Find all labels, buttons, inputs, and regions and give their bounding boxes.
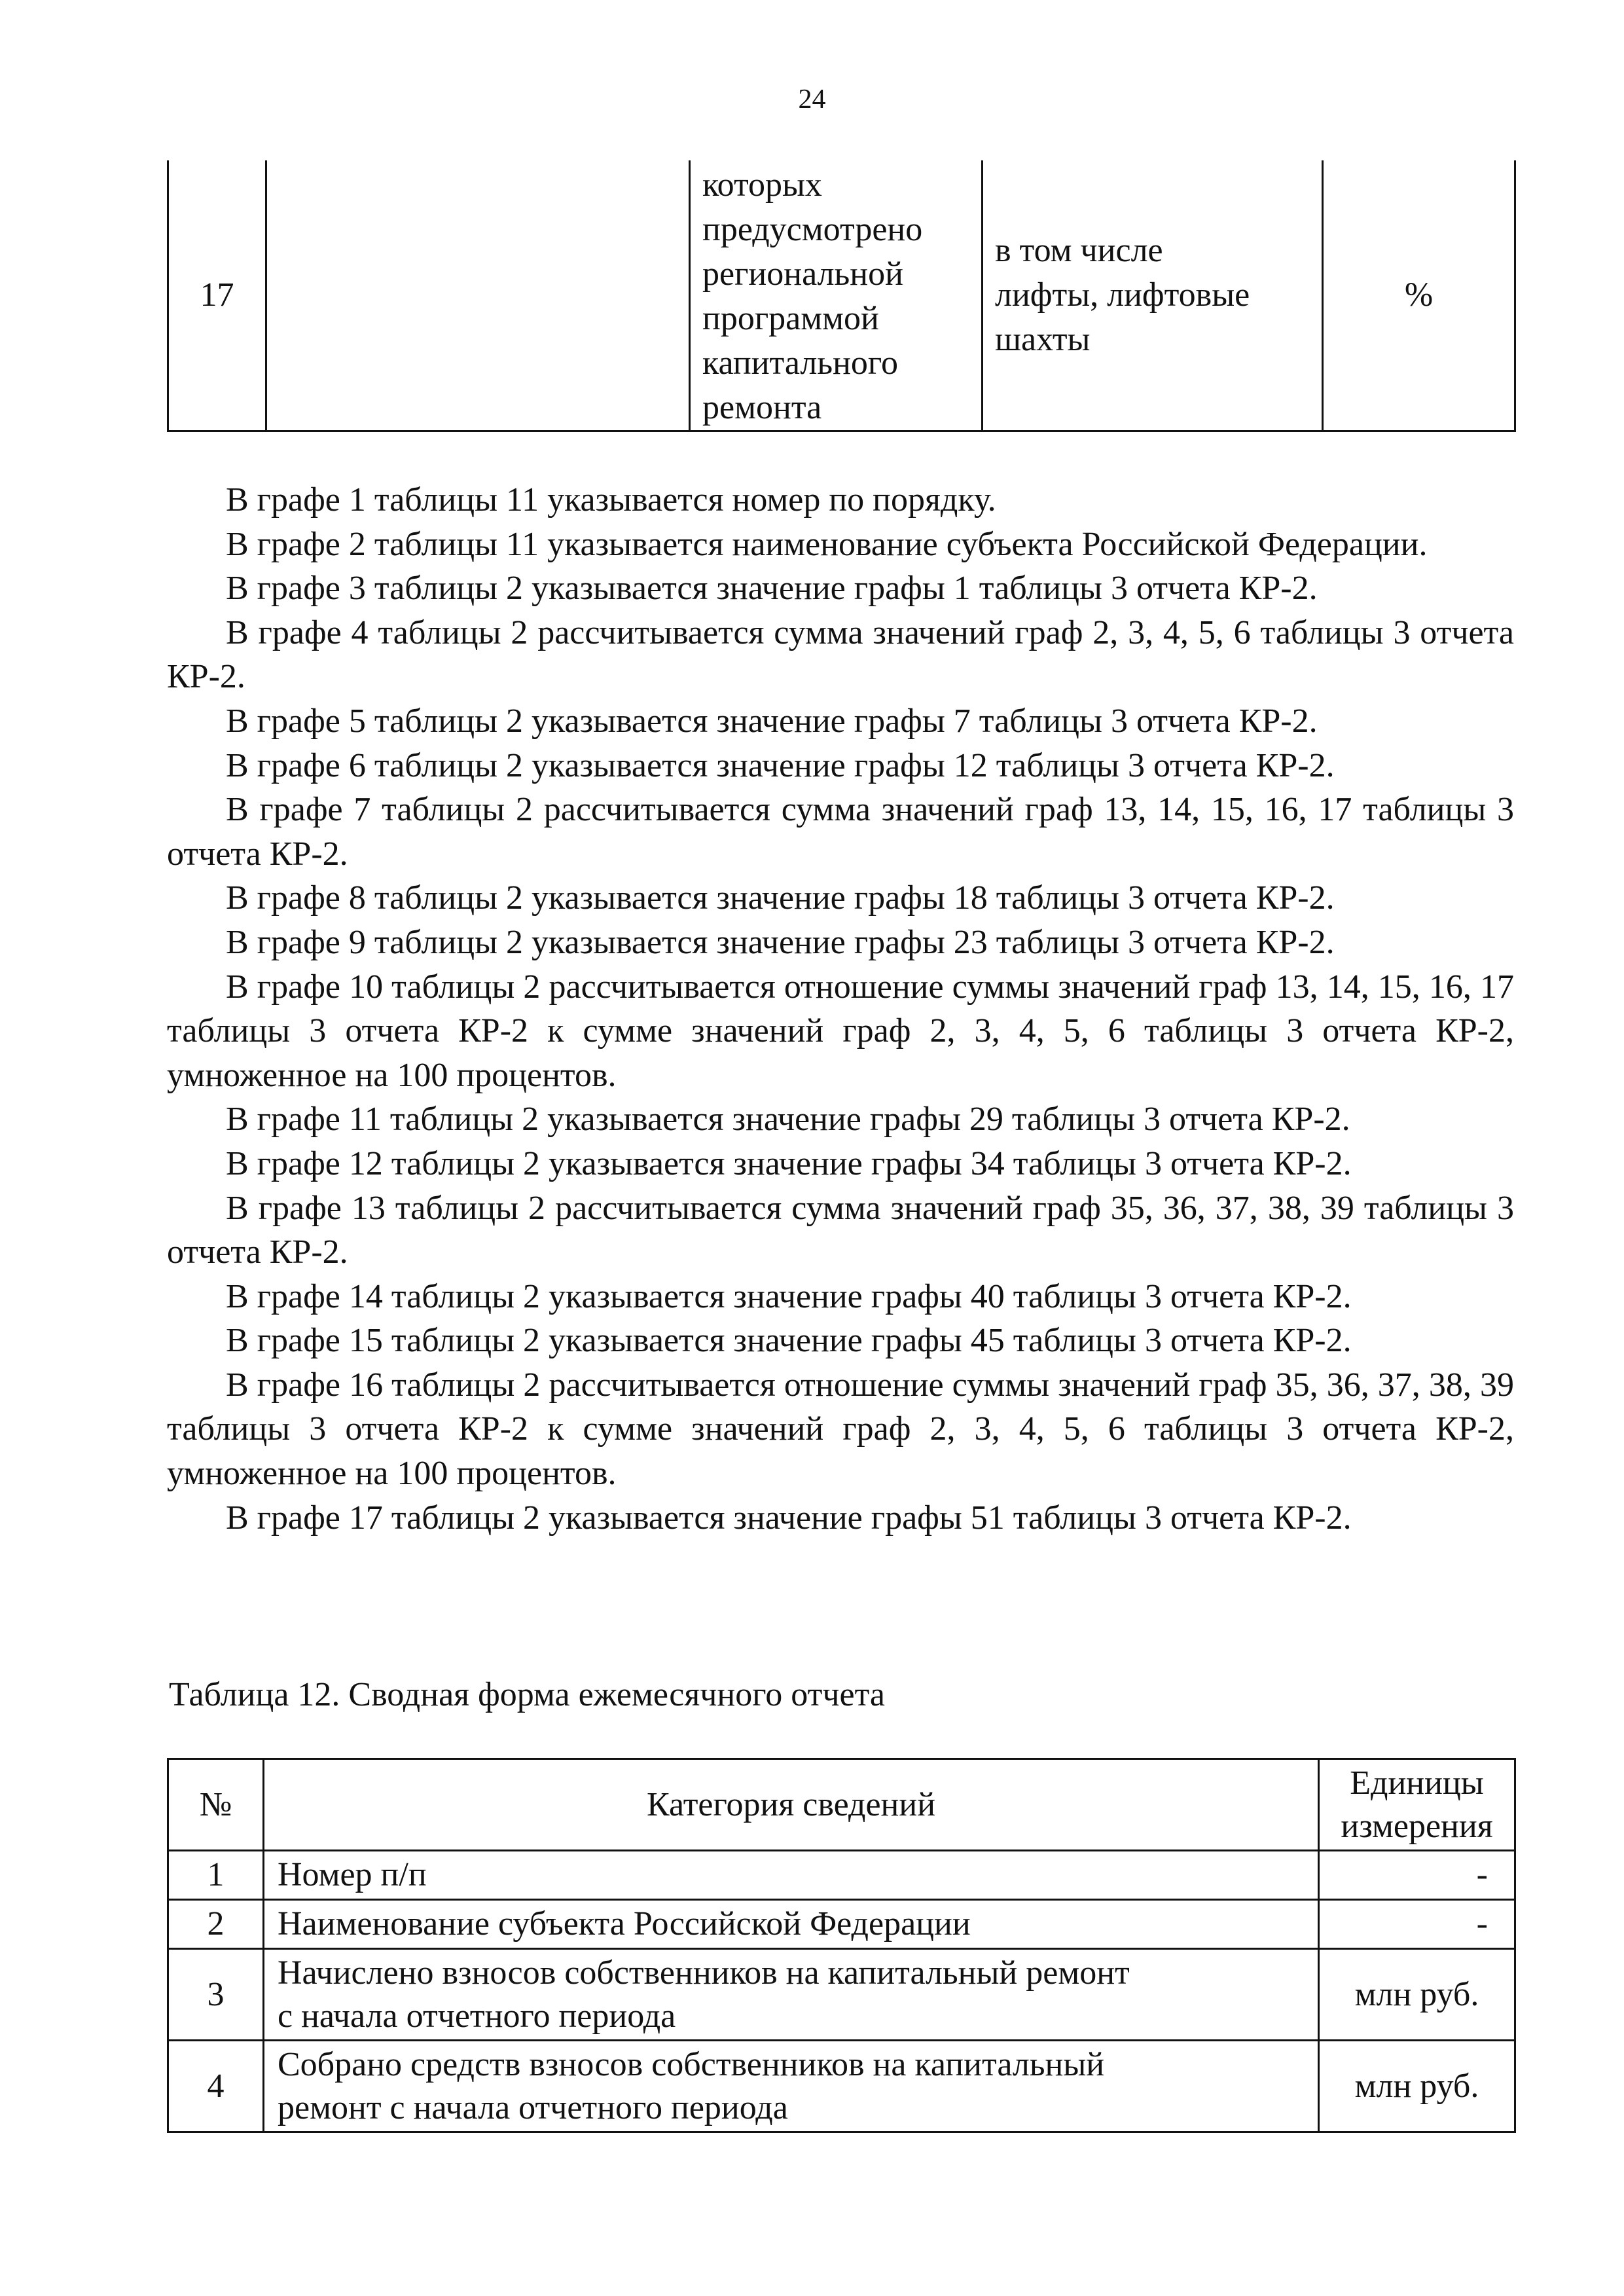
header-number: № [168,1759,264,1851]
body-text [167,478,1514,1540]
continuation-table [167,160,1516,432]
header-unit [1319,1759,1515,1851]
paragraph: В графе 1 таблицы 11 указывается номер по порядку. [226,481,996,519]
table-row [168,1851,1515,1900]
description-line: программой [702,300,879,337]
paragraph: В графе 14 таблицы 2 указывается значение графы 40 таблицы 3 отчета КР-2. [226,1277,1352,1315]
table-row [168,2041,1515,2132]
description-line: региональной [702,255,903,293]
paragraph: В графе 2 таблицы 11 указывается наименование субъекта Российской Федерации. [226,525,1428,563]
empty-cell [266,160,690,431]
category-line: Собрано средств взносов собственников на капитальный [278,2045,1105,2083]
paragraph: В графе 12 таблицы 2 указывается значение графы 34 таблицы 3 отчета КР-2. [226,1144,1352,1182]
paragraph: В графе 5 таблицы 2 указывается значение графы 7 таблицы 3 отчета КР-2. [226,702,1318,740]
table-caption: Таблица 12. Сводная форма ежемесячного отчета [169,1676,886,1713]
summary-table [167,1758,1516,2133]
category-line: ремонт с начала отчетного периода [278,2088,788,2126]
row-unit: - [1319,1900,1515,1949]
paragraph: В графе 9 таблицы 2 указывается значение графы 23 таблицы 3 отчета КР-2. [226,923,1335,961]
row-category [264,1949,1319,2041]
row-unit: млн руб. [1319,2041,1515,2132]
paragraph: В графе 10 таблицы 2 рассчитывается отношение суммы значений граф 13, 14, 15, 16, 17 таблицы 3 отчета КР-2 к сумме значений граф 2, 3, 4, 5, 6 таблицы 3 отчета КР-2, умноженное на 100 процентов. [167,968,1514,1094]
description-line: предусмотрено [702,211,923,248]
row-number: 4 [168,2041,264,2132]
row-unit: млн руб. [1319,1949,1515,2041]
table-row [168,160,1515,431]
description-line: капитального [702,344,898,382]
category-line: Начислено взносов собственников на капитальный ремонт [278,1954,1130,1992]
row-category: Номер п/п [264,1851,1319,1900]
item-line: лифты, лифтовые [995,276,1250,314]
category-line: с начала отчетного периода [278,1997,676,2035]
paragraph: В графе 13 таблицы 2 рассчитывается сумма значений граф 35, 36, 37, 38, 39 таблицы 3 отчета КР-2. [167,1189,1514,1271]
paragraph: В графе 7 таблицы 2 рассчитывается сумма значений граф 13, 14, 15, 16, 17 таблицы 3 отчета КР-2. [167,791,1514,873]
row-number: 2 [168,1900,264,1949]
row-unit: - [1319,1851,1515,1900]
paragraph: В графе 4 таблицы 2 рассчитывается сумма значений граф 2, 3, 4, 5, 6 таблицы 3 отчета КР-2. [167,613,1514,696]
paragraph: В графе 16 таблицы 2 рассчитывается отношение суммы значений граф 35, 36, 37, 38, 39 таблицы 3 отчета КР-2 к сумме значений граф 2, 3, 4, 5, 6 таблицы 3 отчета КР-2, умноженное на 100 процентов. [167,1366,1514,1493]
table-row [168,1900,1515,1949]
description-line: ремонта [702,389,822,426]
header-unit-line: Единицы [1350,1764,1484,1802]
description-line: которых [702,166,822,204]
paragraph: В графе 8 таблицы 2 указывается значение графы 18 таблицы 3 отчета КР-2. [226,879,1335,917]
paragraph: В графе 11 таблицы 2 указывается значение графы 29 таблицы 3 отчета КР-2. [226,1101,1350,1139]
paragraph: В графе 15 таблицы 2 указывается значение графы 45 таблицы 3 отчета КР-2. [226,1322,1352,1360]
paragraph: В графе 6 таблицы 2 указывается значение графы 12 таблицы 3 отчета КР-2. [226,746,1335,784]
table-header-row [168,1759,1515,1851]
paragraph: В графе 3 таблицы 2 указывается значение графы 1 таблицы 3 отчета КР-2. [226,570,1318,608]
header-unit-line: измерения [1341,1807,1493,1845]
unit-cell: % [1323,160,1515,431]
row-number-cell: 17 [168,160,266,431]
row-category [264,2041,1319,2132]
row-number: 3 [168,1949,264,2041]
item-line: шахты [995,321,1091,358]
header-category: Категория сведений [264,1759,1319,1851]
item-cell [983,160,1323,431]
row-category: Наименование субъекта Российской Федерации [264,1900,1319,1949]
description-cell [690,160,983,431]
paragraph: В графе 17 таблицы 2 указывается значение графы 51 таблицы 3 отчета КР-2. [226,1499,1352,1537]
item-line: в том числе [995,232,1163,269]
row-number: 1 [168,1851,264,1900]
table-row [168,1949,1515,2041]
page-number: 24 [798,84,826,115]
